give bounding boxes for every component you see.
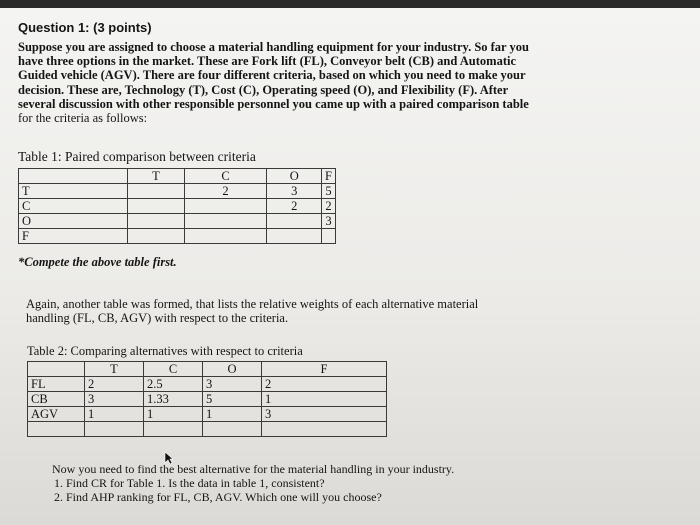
intro-line: decision. These are, Technology (T), Cost (C), Operating speed (O), and Flexibility (F). After <box>18 82 509 97</box>
intro-line: Suppose you are assigned to choose a material handling equipment for your industry. So far you <box>18 40 529 54</box>
table-cell <box>322 229 336 244</box>
table-cell <box>184 214 267 229</box>
table-header-cell: T <box>128 169 184 184</box>
intro-line: Guided vehicle (AGV). There are four different criteria, based on which you need to make your <box>18 68 526 83</box>
row-label-cell <box>28 422 85 437</box>
table-cell <box>267 214 322 229</box>
table-header-cell: C <box>184 169 267 184</box>
table-cell: 2 <box>267 199 322 214</box>
table-header-cell: F <box>322 169 336 184</box>
row-label-cell: F <box>19 229 128 244</box>
table-header-cell: F <box>262 362 387 377</box>
table-cell <box>144 422 203 437</box>
table-row <box>19 184 336 199</box>
table-cell <box>128 229 184 244</box>
table-cell: 1 <box>85 407 144 422</box>
paragraph-line: Again, another table was formed, that lists the relative weights of each alternative material <box>26 297 479 311</box>
task-item: 1. Find CR for Table 1. Is the data in table 1, consistent? <box>54 476 325 490</box>
table-cell <box>128 199 184 214</box>
table-cell <box>203 422 262 437</box>
table-row <box>19 229 336 244</box>
table-cell: 1 <box>203 407 262 422</box>
table-cell: 2 <box>184 184 267 199</box>
table-cell: 3 <box>262 407 387 422</box>
table-cell <box>19 169 128 184</box>
intro-paragraph <box>18 40 529 125</box>
table-header-cell: C <box>144 362 203 377</box>
table-cell: 3 <box>322 214 336 229</box>
table-cell: 5 <box>203 392 262 407</box>
row-label-cell: T <box>19 184 128 199</box>
table-row <box>28 392 387 407</box>
row-label-cell: FL <box>28 377 85 392</box>
table-row <box>19 199 336 214</box>
paragraph-line: handling (FL, CB, AGV) with respect to the criteria. <box>26 311 289 325</box>
row-label-cell: CB <box>28 392 85 407</box>
table-cell <box>85 422 144 437</box>
intro-line: have three options in the market. These are Fork lift (FL), Conveyor belt (CB) and Automatic <box>18 54 516 69</box>
table-cell: 2 <box>85 377 144 392</box>
table-cell: 2 <box>262 377 387 392</box>
table-header-cell: O <box>203 362 262 377</box>
table-cell <box>28 362 85 377</box>
table-cell <box>128 214 184 229</box>
table-header-cell: T <box>85 362 144 377</box>
table-cell: 3 <box>203 377 262 392</box>
table-cell <box>128 184 184 199</box>
table-row <box>28 407 387 422</box>
task-item: 2. Find AHP ranking for FL, CB, AGV. Which one will you choose? <box>54 490 382 504</box>
table-cell: 5 <box>322 184 336 199</box>
table2-caption: Table 2: Comparing alternatives with respect to criteria <box>27 344 303 358</box>
table-cell <box>184 229 267 244</box>
paragraph-2 <box>26 297 478 325</box>
instruction-note: *Compete the above table first. <box>18 255 177 269</box>
table-row <box>28 377 387 392</box>
intro-line: for the criteria as follows: <box>18 111 148 126</box>
table-row <box>19 214 336 229</box>
table-cell: 3 <box>85 392 144 407</box>
table-cell: 2 <box>322 199 336 214</box>
table-cell: 1.33 <box>144 392 203 407</box>
row-label-cell: AGV <box>28 407 85 422</box>
table-row <box>28 362 387 377</box>
table2 <box>27 361 387 437</box>
tasks-intro: Now you need to find the best alternative for the material handling in your industry. <box>52 462 455 476</box>
table-cell <box>184 199 267 214</box>
table-header-cell: O <box>267 169 322 184</box>
table1 <box>18 168 336 244</box>
row-label-cell: O <box>19 214 128 229</box>
table1-caption: Table 1: Paired comparison between criteria <box>18 149 256 164</box>
document-page <box>0 8 700 525</box>
table-cell: 3 <box>267 184 322 199</box>
table-cell: 1 <box>144 407 203 422</box>
intro-line: several discussion with other responsible personnel you came up with a paired comparison table <box>18 96 529 111</box>
row-label-cell: C <box>19 199 128 214</box>
tasks-section <box>52 462 454 504</box>
table-row <box>19 169 336 184</box>
table-cell: 2.5 <box>144 377 203 392</box>
table-cell <box>267 229 322 244</box>
table-cell <box>262 422 387 437</box>
question-title: Question 1: (3 points) <box>18 20 152 35</box>
table-cell: 1 <box>262 392 387 407</box>
table-row <box>28 422 387 437</box>
